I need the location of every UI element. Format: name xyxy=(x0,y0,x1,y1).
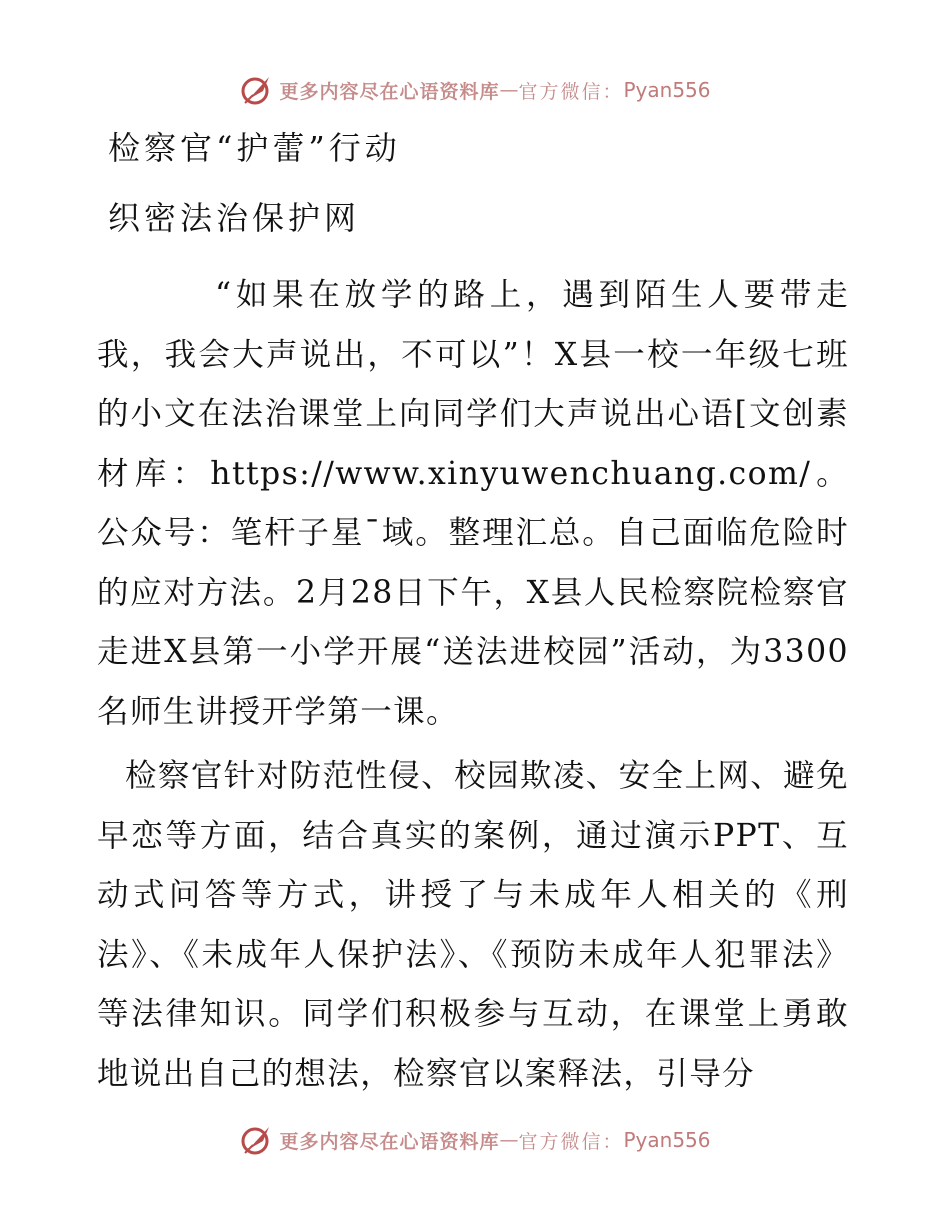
watermark-main-text: 更多内容尽在心语资料库 xyxy=(279,80,500,103)
watermark-separator: — xyxy=(499,1129,519,1151)
watermark-separator: — xyxy=(499,79,519,101)
watermark-wechat-id: Pyan556 xyxy=(623,78,711,102)
header-watermark xyxy=(0,72,950,108)
document-subtitle: 织密法治保护网 xyxy=(108,199,361,237)
quill-logo-icon xyxy=(239,73,273,107)
paragraph-2: 检察官针对防范性侵、校园欺凌、安全上网、避免早恋等方面，结合真实的案例，通过演示PPT、互动式问答等方式，讲授了与未成年人相关的《刑法》、《未成年人保护法》、《预防未成年人犯罪法》等法律知识。同学们积极参与互动，在课堂上勇敢地说出自己的想法，检察官以案释法，引导分 xyxy=(97,758,849,1092)
watermark-main-text: 更多内容尽在心语资料库 xyxy=(279,1130,500,1153)
watermark-wechat-id: Pyan556 xyxy=(623,1128,711,1152)
quill-logo-icon xyxy=(239,1123,273,1157)
footer-watermark xyxy=(0,1122,950,1158)
watermark-sub-text: 官方微信： xyxy=(518,80,624,103)
document-title: 检察官“护蕾”行动 xyxy=(108,129,401,167)
watermark-sub-text: 官方微信： xyxy=(518,1130,624,1153)
paragraph-1: “如果在放学的路上，遇到陌生人要带走我，我会大声说出，不可以”！X县一校一年级七班的小文在法治课堂上向同学们大声说出心语[文创素材库：https://www.xinyuwenchuang.com/。公众号：笔杆子星¯域。整理汇总。自己面临危险时的应对方法。2月28日下午，X县人民检察院检察官走进X县第一小学开展“送法进校园”活动，为3300名师生讲授开学第一课。 xyxy=(97,277,849,730)
